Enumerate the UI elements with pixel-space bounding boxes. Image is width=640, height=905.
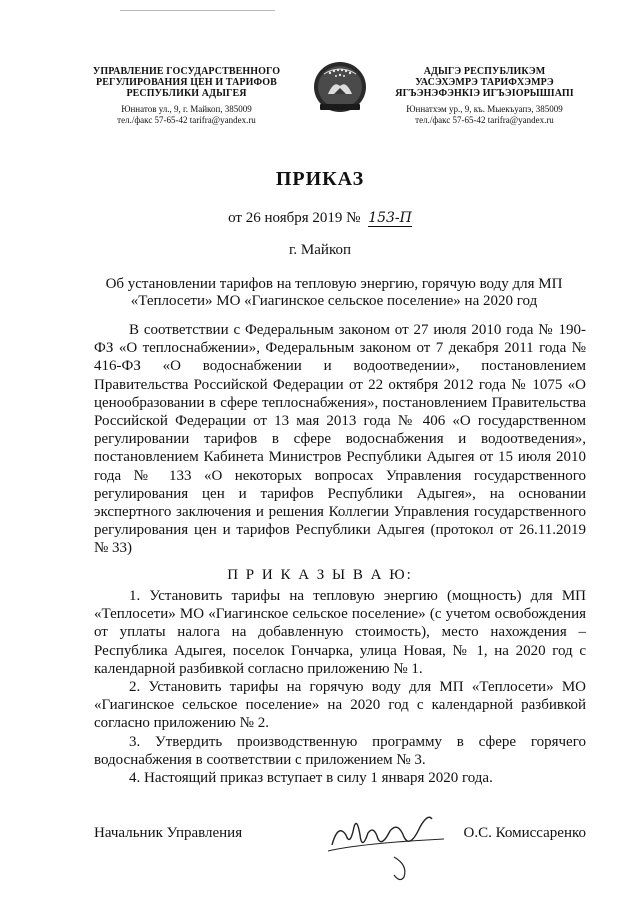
org-name-ru-line: РЕСПУБЛИКИ АДЫГЕЯ <box>126 88 247 99</box>
preamble-paragraph: В соответствии с Федеральным законом от 27 июля 2010 года № 190-ФЗ «О теплоснабжении», Федеральным законом от 7 декабря 2011 года № 416-ФЗ «О водоснабжении и водоотведении», постановлением Правительства Российской Федерации от 22 октября 2012 года № 1075 «О ценообразовании в сфере теплоснабжения», постановлением Правительства Российской Федерации от 13 мая 2013 года № 406 «О государственном регулировании тарифов в сфере водоснабжения и водоотведения», постановлением Кабинета Министров Республики Адыгея от 15 июля 2010 года № 133 «О некоторых вопросах Управления государственного регулирования цен и тарифов Республики Адыгея», на основании экспертного заключения и решения Коллегии Управления государственного регулирования цен и тарифов Республики Адыгея (протокол от 26.11.2019 № 33) <box>94 322 586 557</box>
letterhead <box>84 66 584 136</box>
org-name-ru-line: УПРАВЛЕНИЕ ГОСУДАРСТВЕННОГО <box>92 66 281 77</box>
order-city: г. Майкоп <box>288 242 352 258</box>
decree-items <box>94 587 586 787</box>
order-date: от 26 ноября 2019 № <box>228 210 361 226</box>
decree-item: 2. Установить тарифы на горячую воду для МП «Теплосети» МО «Гиагинское сельское поселение» на 2020 год с календарной разбивкой согласно приложению № 2. <box>94 679 586 732</box>
decree-item: 3. Утвердить производственную программу в сфере горячего водоснабжения в соответствии с приложением № 3. <box>94 733 586 768</box>
org-name-ru-line: РЕГУЛИРОВАНИЯ ЦЕН И ТАРИФОВ <box>96 77 277 88</box>
address-line: Юннатхэм ур., 9, къ. Мыекъуапэ, 385009 <box>406 104 563 114</box>
letterhead-left <box>84 66 289 126</box>
org-name-ady-line: УАСЭХЭМРЭ ТАРИФХЭМРЭ <box>415 77 554 88</box>
contact-line: тел./факс 57-65-42 tarifra@yandex.ru <box>117 115 256 125</box>
org-address-ru <box>84 104 289 126</box>
coat-of-arms-icon <box>310 60 370 118</box>
top-divider <box>120 10 275 11</box>
decree-item: 1. Установить тарифы на тепловую энергию (мощность) для МП «Теплосети» МО «Гиагинское сельское поселение» (с учетом освобождения от уплаты налога на добавленную стоимость), место нахождения – Республика Адыгея, поселок Гончарка, улица Новая, № 1, на 2020 год с календарной разбивкой согласно приложению № 1. <box>94 588 586 677</box>
document-title: ПРИКАЗ <box>275 168 365 190</box>
org-name-ru <box>84 66 289 99</box>
decree-item: 4. Настоящий приказ вступает в силу 1 января 2020 года. <box>129 770 493 787</box>
org-name-ady-line: АДЫГЭ РЕСПУБЛИКЭМ <box>423 66 546 77</box>
signatory-title: Начальник Управления <box>94 825 243 841</box>
letterhead-right <box>382 66 587 126</box>
order-number: 153-П <box>368 210 412 226</box>
signatory-name: О.С. Комиссаренко <box>463 825 586 841</box>
handwritten-signature-icon <box>324 805 459 885</box>
address-line: Юннатов ул., 9, г. Майкоп, 385009 <box>121 104 252 114</box>
order-subject: Об установлении тарифов на тепловую энергию, горячую воду для МП «Теплосети» МО «Гиагинское сельское поселение» на 2020 год <box>105 276 563 309</box>
org-address-ady <box>382 104 587 126</box>
org-name-ady-line: ЯГЪЭНЭФЭНКIЭ ИГЪЭIОРЫШIАПI <box>395 88 574 99</box>
org-name-ady <box>382 66 587 99</box>
signature-block <box>94 825 586 895</box>
contact-line: тел./факс 57-65-42 tarifra@yandex.ru <box>415 115 554 125</box>
decree-heading: П Р И К А З Ы В А Ю: <box>227 567 413 583</box>
order-date-line <box>0 210 640 227</box>
